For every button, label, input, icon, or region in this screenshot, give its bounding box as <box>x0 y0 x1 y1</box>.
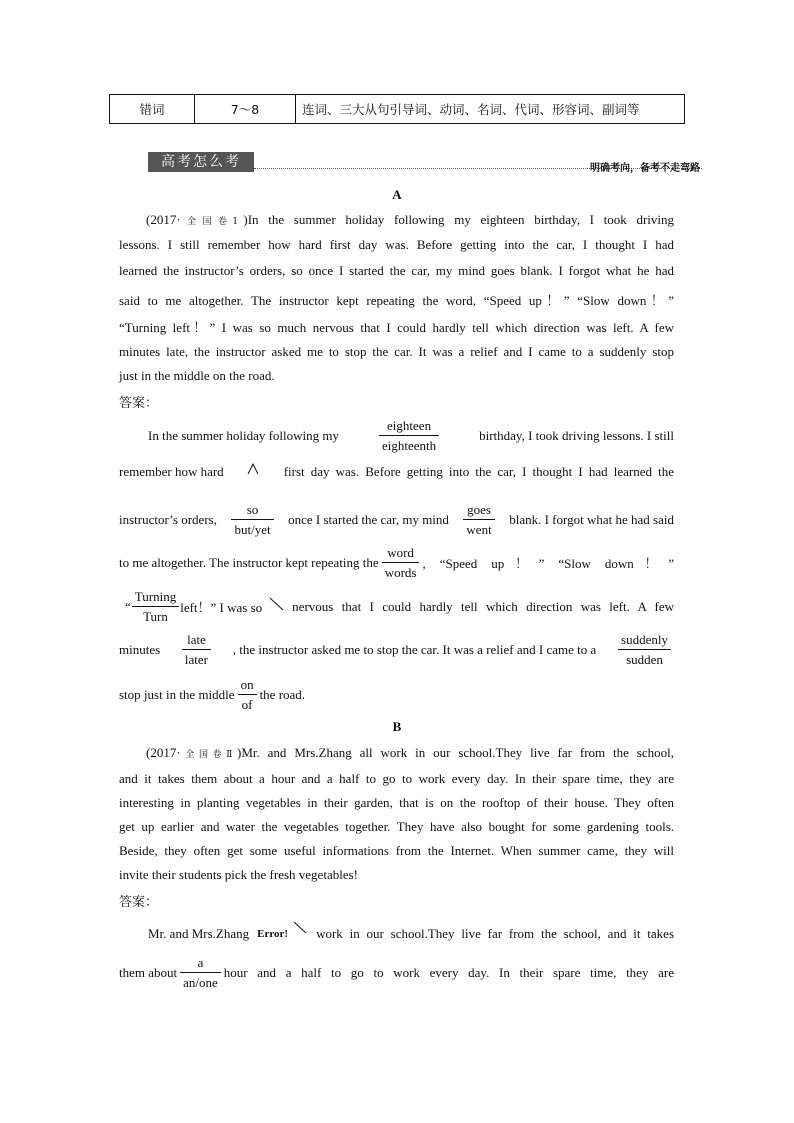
insert-caret-icon <box>236 460 272 484</box>
answer-text: once I started the car, my mind <box>288 511 449 527</box>
answer-b-line-2 <box>119 953 674 992</box>
correction-fraction <box>132 587 179 626</box>
wrong-word: late <box>187 632 206 647</box>
answer-text: hour and a half to go to work every day. In their spare time, they are <box>223 964 674 980</box>
answer-a-line-4 <box>119 543 674 582</box>
correct-word: of <box>238 694 257 714</box>
answer-a-line-1 <box>148 416 674 455</box>
answer-b-line-1 <box>148 922 674 946</box>
wrong-word: so <box>246 502 259 517</box>
answer-text: minutes <box>119 641 161 657</box>
wrong-word: Turning <box>134 589 177 604</box>
passage-b-line-4: get up earlier and water the vegetables together. They have also bought for some gardening tools. <box>119 819 674 834</box>
table-row <box>110 95 685 124</box>
answer-text: , “Speed up！” “Slow down！” <box>422 556 674 571</box>
banner-slogan: 明确考向，备考不走弯路 <box>590 163 700 174</box>
year-text: (2017· <box>146 212 181 227</box>
passage-a-line-6: minutes late, the instructor asked me to stop the car. It was a relief and I came to a suddenly stop <box>119 344 674 359</box>
answer-text: In the summer holiday following my <box>148 427 340 443</box>
answer-text: Mr. and Mrs.Zhang <box>148 926 250 941</box>
error-field-text: Error! <box>257 928 289 940</box>
passage-a-line-3: learned the instructor’s orders, so once I started the car, my mind goes blank. I forgot what he had <box>119 263 674 278</box>
answer-text: left！” I was so <box>180 600 263 615</box>
passage-a-line-2: lessons. I still remember how hard first day was. Before getting into the car, I thought I had <box>119 237 674 252</box>
year-text: (2017· <box>146 745 181 760</box>
answer-text: the road. <box>259 686 306 702</box>
wrong-word: goes <box>467 502 491 517</box>
source-text: 全国卷Ⅱ <box>180 749 238 759</box>
passage-a-line-1 <box>119 212 674 228</box>
correct-word: an/one <box>180 972 221 992</box>
answer-text: blank. I forgot what he had said <box>509 511 674 527</box>
passage-b-line-3: interesting in planting vegetables in their garden, that is on the rooftop of their house. They often <box>119 795 674 810</box>
correct-word: eighteenth <box>379 435 439 455</box>
correction-fraction <box>182 630 211 669</box>
answer-text: remember how hard <box>119 464 224 479</box>
passage-b-text-1: )Mr. and Mrs.Zhang all work in our school.They live far from the school, <box>237 745 674 760</box>
table-cell-scope: 连词、三大从句引导词、动词、名词、代词、形容词、副词等 <box>296 95 685 124</box>
source-text: 全国卷Ⅰ <box>180 216 244 226</box>
answer-text: stop just in the middle <box>119 686 235 702</box>
delete-slash-icon <box>265 595 289 619</box>
answer-text: , the instructor asked me to stop the car. It was a relief and I came to a <box>232 641 597 657</box>
correction-fraction <box>379 416 439 455</box>
answer-a-line-7 <box>119 675 674 714</box>
answer-text: first day was. Before getting into the car, I thought I had learned the <box>283 464 674 479</box>
correct-word: Turn <box>132 606 179 626</box>
wrong-word: word <box>387 545 414 560</box>
answer-a-line-5 <box>119 587 674 626</box>
passage-a-text-1: )In the summer holiday following my eighteen birthday, I took driving <box>243 212 674 227</box>
passage-b-line-1 <box>119 745 674 761</box>
passage-a-line-7: just in the middle on the road. <box>119 368 275 383</box>
error-type-table <box>109 94 685 124</box>
answer-text: work in our school.They live far from the school, and it takes <box>316 926 674 941</box>
wrong-word: eighteen <box>387 418 432 433</box>
correction-fraction <box>618 630 671 669</box>
answer-a-line-2 <box>119 460 674 484</box>
correct-word: later <box>182 649 211 669</box>
answer-text: “ <box>125 598 131 614</box>
correction-fraction <box>180 953 221 992</box>
passage-a-line-5: “Turning left！” I was so much nervous that I could hardly tell which direction was left. A few <box>119 320 674 335</box>
passage-b-line-6: invite their students pick the fresh vegetables! <box>119 867 358 882</box>
answer-text: them about <box>119 964 178 980</box>
answer-text: instructor’s orders, <box>119 511 217 527</box>
correct-word: sudden <box>618 649 671 669</box>
correct-word: words <box>382 562 420 582</box>
answer-label-a: 答案： <box>119 395 159 410</box>
delete-slash-icon <box>290 922 314 946</box>
answer-label-b: 答案： <box>119 894 159 909</box>
correct-word: went <box>463 519 494 539</box>
wrong-word: a <box>197 955 204 970</box>
section-b-label: B <box>392 719 402 734</box>
section-banner <box>148 152 708 178</box>
correction-fraction <box>231 500 273 539</box>
table-cell-count: 7～8 <box>195 95 296 124</box>
answer-a-line-3 <box>119 500 674 539</box>
answer-a-line-6 <box>119 630 674 669</box>
table-cell-type: 错词 <box>110 95 195 124</box>
answer-text: to me altogether. The instructor kept repeating the <box>119 554 379 570</box>
correction-fraction <box>463 500 494 539</box>
wrong-word: suddenly <box>621 632 668 647</box>
wrong-word: on <box>240 677 254 692</box>
passage-a-line-4: said to me altogether. The instructor kept repeating the word, “Speed up！” “Slow down！” <box>119 293 674 308</box>
answer-text: nervous that I could hardly tell which direction was left. A few <box>292 598 674 614</box>
passage-b-line-5: Beside, they often get some useful informations from the Internet. When summer came, they will <box>119 843 674 858</box>
correction-fraction <box>238 675 257 714</box>
correct-word: but/yet <box>231 519 273 539</box>
section-a-label: A <box>392 187 402 202</box>
correction-fraction <box>382 543 420 582</box>
passage-b-line-2: and it takes them about a hour and a half to go to work every day. In their spare time, they are <box>119 771 674 786</box>
banner-title: 高考怎么考 <box>148 152 254 172</box>
answer-text: birthday, I took driving lessons. I still <box>479 427 674 443</box>
